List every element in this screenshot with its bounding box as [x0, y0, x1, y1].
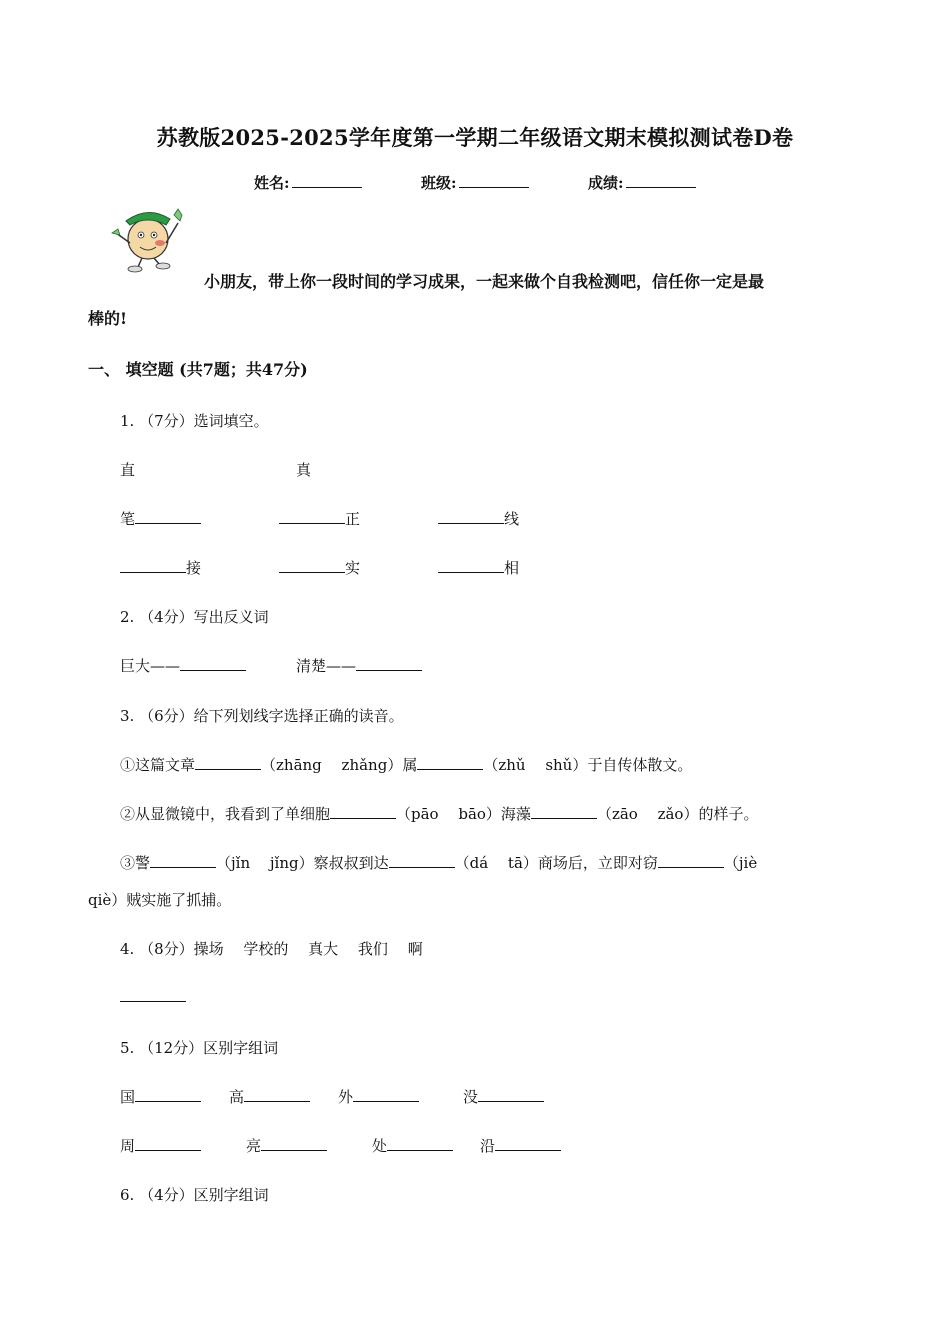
q5-row2-item4: 沿 [480, 1135, 561, 1156]
q1-option-2: 真 [296, 461, 312, 479]
answer-blank[interactable] [120, 987, 186, 1002]
answer-blank[interactable] [389, 853, 455, 868]
answer-blank[interactable] [279, 558, 345, 573]
score-field [588, 172, 696, 193]
question-4-heading: 4. （8分）操场 学校的 真大 我们 啊 [120, 940, 423, 958]
score-blank[interactable] [626, 172, 696, 188]
answer-blank[interactable] [135, 1136, 201, 1151]
class-field [421, 172, 529, 193]
q1-row1-item3: 线 [438, 508, 519, 529]
name-label: 姓名: [254, 174, 290, 192]
q1-row1-item2: 正 [279, 508, 360, 529]
answer-blank[interactable] [261, 1136, 327, 1151]
class-label: 班级: [421, 174, 457, 192]
q3-line-2: ②从显微镜中，我看到了单细胞 （pāo bāo）海藻 （zāo zǎo）的样子。 [120, 805, 759, 823]
section-heading-fill-in: 一、 填空题 (共7题；共47分) [88, 360, 308, 379]
q5-row1-item2: 高 [229, 1086, 310, 1107]
answer-blank[interactable] [120, 558, 186, 573]
q4-answer [120, 987, 186, 1006]
q1-option-1: 直 [120, 461, 136, 479]
q3-line-4: qiè）贼实施了抓捕。 [88, 891, 232, 909]
question-2-heading: 2. （4分）写出反义词 [120, 608, 269, 626]
q3-line-1: ①这篇文章 （zhāng zhǎng）属 （zhǔ shǔ）于自传体散文。 [120, 756, 693, 774]
q5-row2-item2: 亮 [246, 1135, 327, 1156]
answer-blank[interactable] [353, 1087, 419, 1102]
answer-blank[interactable] [135, 509, 201, 524]
question-1-heading: 1. （7分）选词填空。 [120, 412, 269, 430]
intro-line-1: 小朋友，带上你一段时间的学习成果，一起来做个自我检测吧，信任你一定是最 [204, 272, 765, 291]
answer-blank[interactable] [531, 804, 597, 819]
question-3-heading: 3. （6分）给下列划线字选择正确的读音。 [120, 707, 404, 725]
answer-blank[interactable] [356, 656, 422, 671]
answer-blank[interactable] [150, 853, 216, 868]
name-field [254, 172, 362, 193]
mascot-head [128, 219, 168, 259]
q1-row2-item1: 接 [120, 557, 201, 578]
answer-blank[interactable] [478, 1087, 544, 1102]
answer-blank[interactable] [417, 755, 483, 770]
q5-row1-item4: 没 [463, 1086, 544, 1107]
score-label: 成绩: [588, 174, 624, 192]
q5-row1-item1: 国 [120, 1086, 201, 1107]
answer-blank[interactable] [495, 1136, 561, 1151]
intro-line-2: 棒的! [88, 309, 128, 328]
answer-blank[interactable] [658, 853, 724, 868]
q5-row1-item3: 外 [338, 1086, 419, 1107]
answer-blank[interactable] [135, 1087, 201, 1102]
q2-item-1: 巨大—— [120, 655, 246, 676]
q1-row2-item3: 相 [438, 557, 519, 578]
answer-blank[interactable] [244, 1087, 310, 1102]
q3-line-3: ③警 （jǐn jǐng）察叔叔到达 （dá tā）商场后，立即对窃 （jiè [120, 854, 758, 872]
answer-blank[interactable] [180, 656, 246, 671]
name-blank[interactable] [292, 172, 362, 188]
question-5-heading: 5. （12分）区别字组词 [120, 1039, 279, 1057]
answer-blank[interactable] [438, 558, 504, 573]
answer-blank[interactable] [438, 509, 504, 524]
class-blank[interactable] [459, 172, 529, 188]
answer-blank[interactable] [279, 509, 345, 524]
q2-item-2: 清楚—— [296, 655, 422, 676]
question-6-heading: 6. （4分）区别字组词 [120, 1186, 269, 1204]
answer-blank[interactable] [195, 755, 261, 770]
mascot-illustration [108, 203, 188, 273]
q1-row2-item2: 实 [279, 557, 360, 578]
q5-row2-item3: 处 [372, 1135, 453, 1156]
q5-row2-item1: 周 [120, 1135, 201, 1156]
page-title: 苏教版2025-2025学年度第一学期二年级语文期末模拟测试卷D卷 [156, 125, 794, 150]
answer-blank[interactable] [330, 804, 396, 819]
q1-row1-item1: 笔 [120, 508, 201, 529]
answer-blank[interactable] [387, 1136, 453, 1151]
